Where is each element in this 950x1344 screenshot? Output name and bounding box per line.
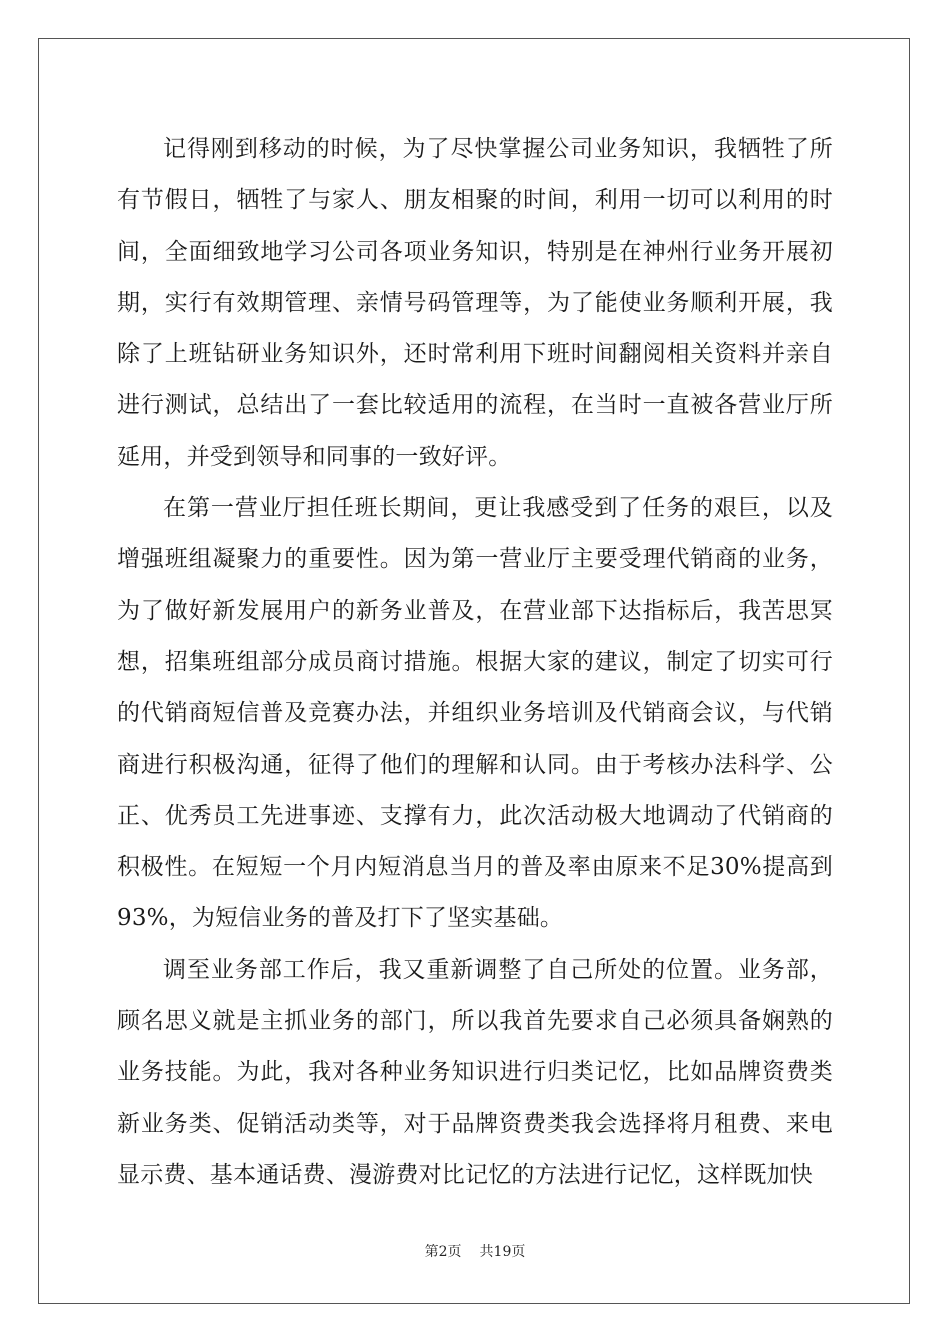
paragraph-1: 记得刚到移动的时候，为了尽快掌握公司业务知识，我牺牲了所有节假日，牺牲了与家人、朋友相聚的时间，利用一切可以利用的时间，全面细致地学习公司各项业务知识，特别是在神州行业务开展初期，实行有效期管理、亲情号码管理等，为了能使业务顺利开展，我除了上班钻研业务知识外，还时常利用下班时间翻阅相关资料并亲自进行测试，总结出了一套比较适用的流程，在当时一直被各营业厅所延用，并受到领导和同事的一致好评。 [117, 136, 833, 470]
document-body [117, 124, 833, 1201]
page-footer [0, 1241, 950, 1261]
paragraph-2: 在第一营业厅担任班长期间，更让我感受到了任务的艰巨，以及增强班组凝聚力的重要性。因为第一营业厅主要受理代销商的业务，为了做好新发展用户的新务业普及，在营业部下达指标后，我苦思冥想，招集班组部分成员商讨措施。根据大家的建议，制定了切实可行的代销商短信普及竞赛办法，并组织业务培训及代销商会议，与代销商进行积极沟通，征得了他们的理解和认同。由于考核办法科学、公正、优秀员工先进事迹、支撑有力，此次活动极大地调动了代销商的积极性。在短短一个月内短消息当月的普及率由原来不足30%提高到93%，为短信业务的普及打下了坚实基础。 [117, 495, 833, 932]
page-number: 第2页 [424, 1244, 462, 1260]
paragraph-3: 调至业务部工作后，我又重新调整了自己所处的位置。业务部，顾名思义就是主抓业务的部门，所以我首先要求自己必须具备娴熟的业务技能。为此，我对各种业务知识进行归类记忆，比如品牌资费类新业务类、促销活动类等，对于品牌资费类我会选择将月租费、来电显示费、基本通话费、漫游费对比记忆的方法进行记忆，这样既加快 [117, 956, 833, 1188]
page-total: 共19页 [479, 1244, 526, 1260]
